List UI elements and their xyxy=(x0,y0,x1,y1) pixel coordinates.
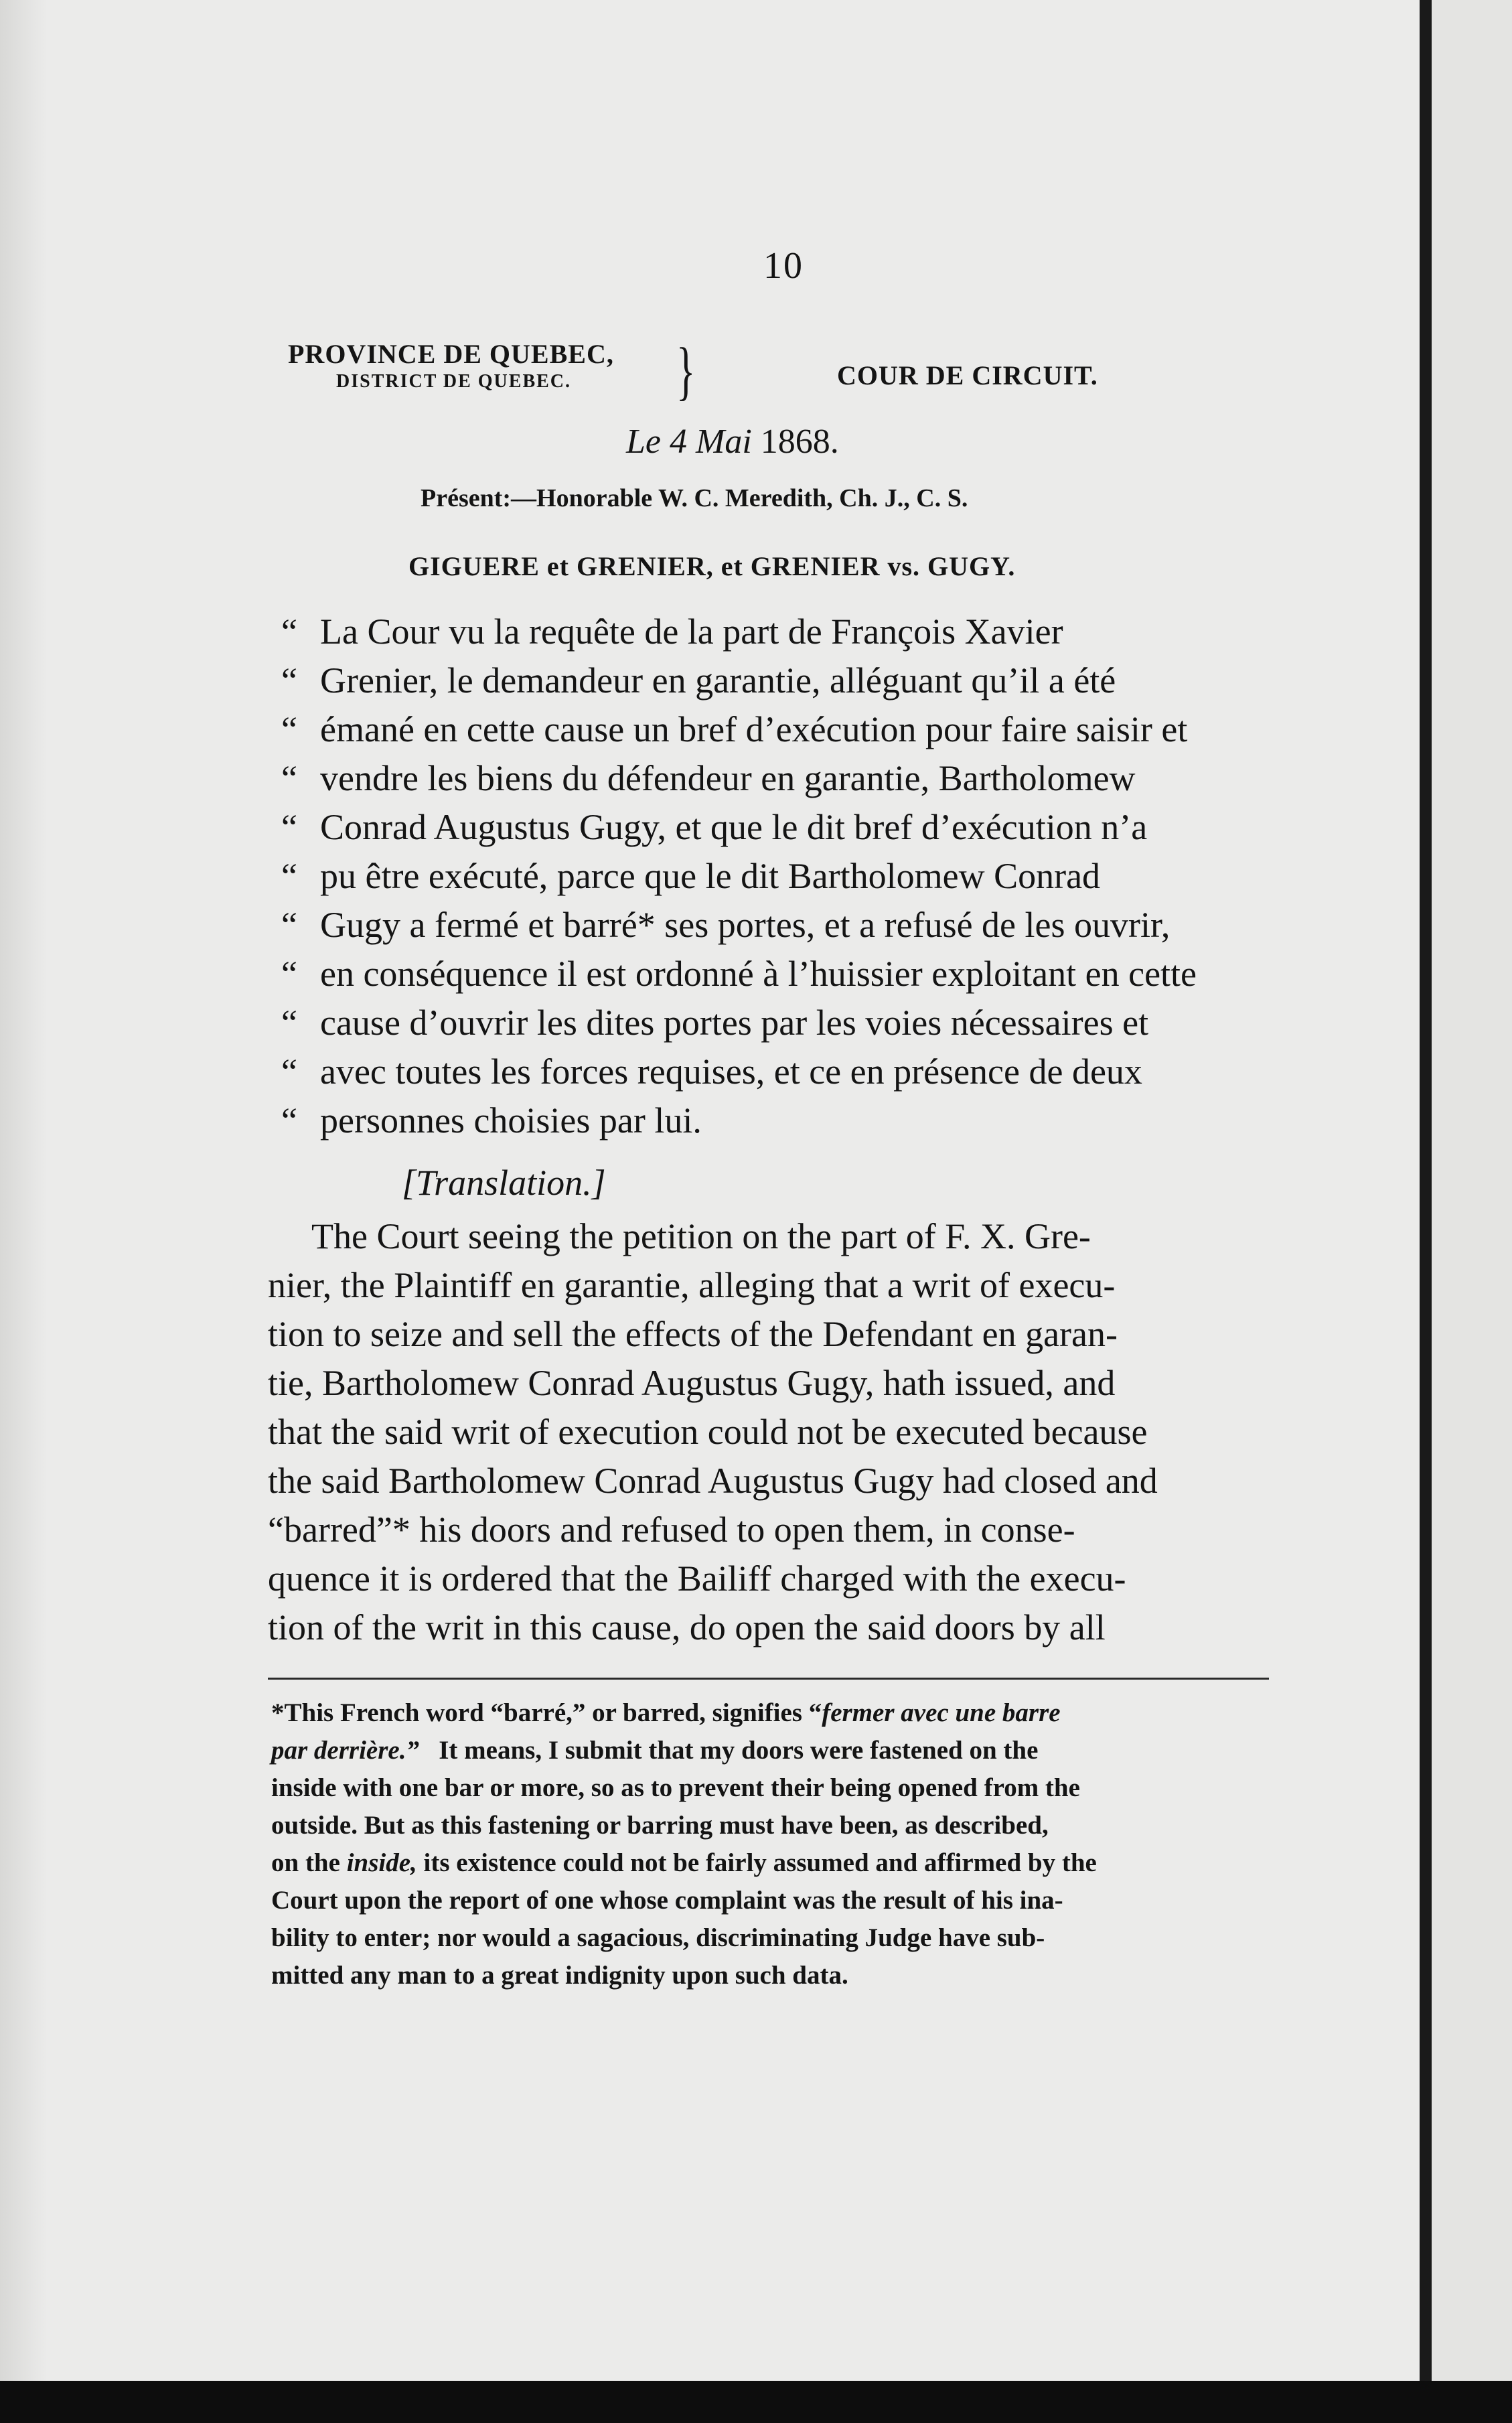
footnote-line: on the inside, its existence could not be fairly assumed and affirmed by the xyxy=(271,1848,1097,1877)
quote-mark: “ xyxy=(281,905,297,945)
quote-mark: “ xyxy=(281,709,297,749)
page-edge-shadow xyxy=(1420,0,1432,2381)
footnote-line: Court upon the report of one whose complaint was the result of his ina- xyxy=(271,1886,1063,1915)
quote-line xyxy=(281,1002,1286,1043)
court-name: COUR DE CIRCUIT. xyxy=(837,360,1098,390)
footnote-rule xyxy=(268,1678,1269,1680)
quote-line-text: cause d’ouvrir les dites portes par les voies nécessaires et xyxy=(320,1003,1149,1043)
quote-mark: “ xyxy=(281,1051,297,1092)
translation-line: tion of the writ in this cause, do open the said doors by all xyxy=(268,1607,1106,1647)
header-brace: } xyxy=(676,335,696,407)
scan-bottom-border xyxy=(0,2381,1512,2423)
footnote-line: inside with one bar or more, so as to prevent their being opened from the xyxy=(271,1773,1080,1802)
quote-line-text: vendre les biens du défendeur en garantie, Bartholomew xyxy=(320,758,1136,798)
translation-line: that the said writ of execution could not be executed because xyxy=(268,1412,1148,1452)
quote-line-text: en conséquence il est ordonné à l’huissier exploitant en cette xyxy=(320,954,1197,994)
translation-line: The Court seeing the petition on the part of F. X. Gre- xyxy=(311,1216,1091,1256)
facing-page-strip xyxy=(1432,0,1512,2381)
page-number: 10 xyxy=(763,245,804,287)
quote-mark: “ xyxy=(281,758,297,798)
province-label: PROVINCE DE QUEBEC, xyxy=(288,339,614,369)
footnote-line: bility to enter; nor would a sagacious, discriminating Judge have sub- xyxy=(271,1923,1045,1952)
translation-line: tion to seize and sell the effects of the Defendant en garan- xyxy=(268,1314,1118,1354)
quote-line xyxy=(281,1051,1286,1092)
quote-line xyxy=(281,757,1286,799)
quote-line-text: Grenier, le demandeur en garantie, alléguant qu’il a été xyxy=(320,660,1116,701)
quote-mark: “ xyxy=(281,807,297,847)
quote-mark: “ xyxy=(281,1003,297,1043)
quote-line xyxy=(281,709,1286,750)
quote-line xyxy=(281,855,1286,897)
page-gutter-shadow xyxy=(0,0,47,2381)
quote-line xyxy=(281,660,1286,701)
quote-mark: “ xyxy=(281,1100,297,1141)
footnote-line: par derrière.” It means, I submit that my doors were fastened on the xyxy=(271,1736,1039,1765)
quote-line-text: avec toutes les forces requises, et ce en présence de deux xyxy=(320,1051,1142,1092)
quote-line-text: émané en cette cause un bref d’exécution pour faire saisir et xyxy=(320,709,1188,749)
date-month: Mai xyxy=(696,423,752,461)
case-title: GIGUERE et GRENIER, et GRENIER vs. GUGY. xyxy=(408,551,1016,581)
quote-line xyxy=(281,953,1286,995)
quote-line xyxy=(281,1100,1286,1141)
translation-line: tie, Bartholomew Conrad Augustus Gugy, hath issued, and xyxy=(268,1363,1116,1403)
jurisdiction-header xyxy=(288,338,676,392)
date-prefix: Le 4 xyxy=(626,423,687,461)
quote-line-text: La Cour vu la requête de la part de François Xavier xyxy=(320,611,1063,652)
date-year: 1868. xyxy=(760,423,839,461)
quote-mark: “ xyxy=(281,856,297,896)
district-label: DISTRICT DE QUEBEC. xyxy=(336,371,572,392)
quote-line xyxy=(281,611,1286,652)
footnote-line: *This French word “barré,” or barred, signifies “fermer avec une barre xyxy=(271,1698,1061,1727)
footnote-line: mitted any man to a great indignity upon such data. xyxy=(271,1961,848,1990)
quote-line xyxy=(281,904,1286,946)
footnote-line: outside. But as this fastening or barring must have been, as described, xyxy=(271,1811,1049,1840)
quote-line-text: Gugy a fermé et barré* ses portes, et a refusé de les ouvrir, xyxy=(320,905,1170,945)
quote-line xyxy=(281,806,1286,848)
quote-mark: “ xyxy=(281,611,297,652)
translation-line: the said Bartholomew Conrad Augustus Gugy had closed and xyxy=(268,1461,1158,1501)
quote-line-text: personnes choisies par lui. xyxy=(320,1100,702,1141)
quote-line-text: Conrad Augustus Gugy, et que le dit bref d’exécution n’a xyxy=(320,807,1148,847)
judgment-date xyxy=(626,422,839,461)
present-judge: Présent:—Honorable W. C. Meredith, Ch. J., C. S. xyxy=(421,484,968,512)
translation-heading: [Translation.] xyxy=(402,1163,606,1203)
quote-mark: “ xyxy=(281,660,297,701)
translation-line: quence it is ordered that the Bailiff charged with the execu- xyxy=(268,1558,1126,1599)
quote-mark: “ xyxy=(281,954,297,994)
quote-line-text: pu être exécuté, parce que le dit Bartholomew Conrad xyxy=(320,856,1101,896)
translation-line: “barred”* his doors and refused to open them, in conse- xyxy=(268,1510,1075,1550)
translation-line: nier, the Plaintiff en garantie, alleging that a writ of execu- xyxy=(268,1265,1116,1305)
